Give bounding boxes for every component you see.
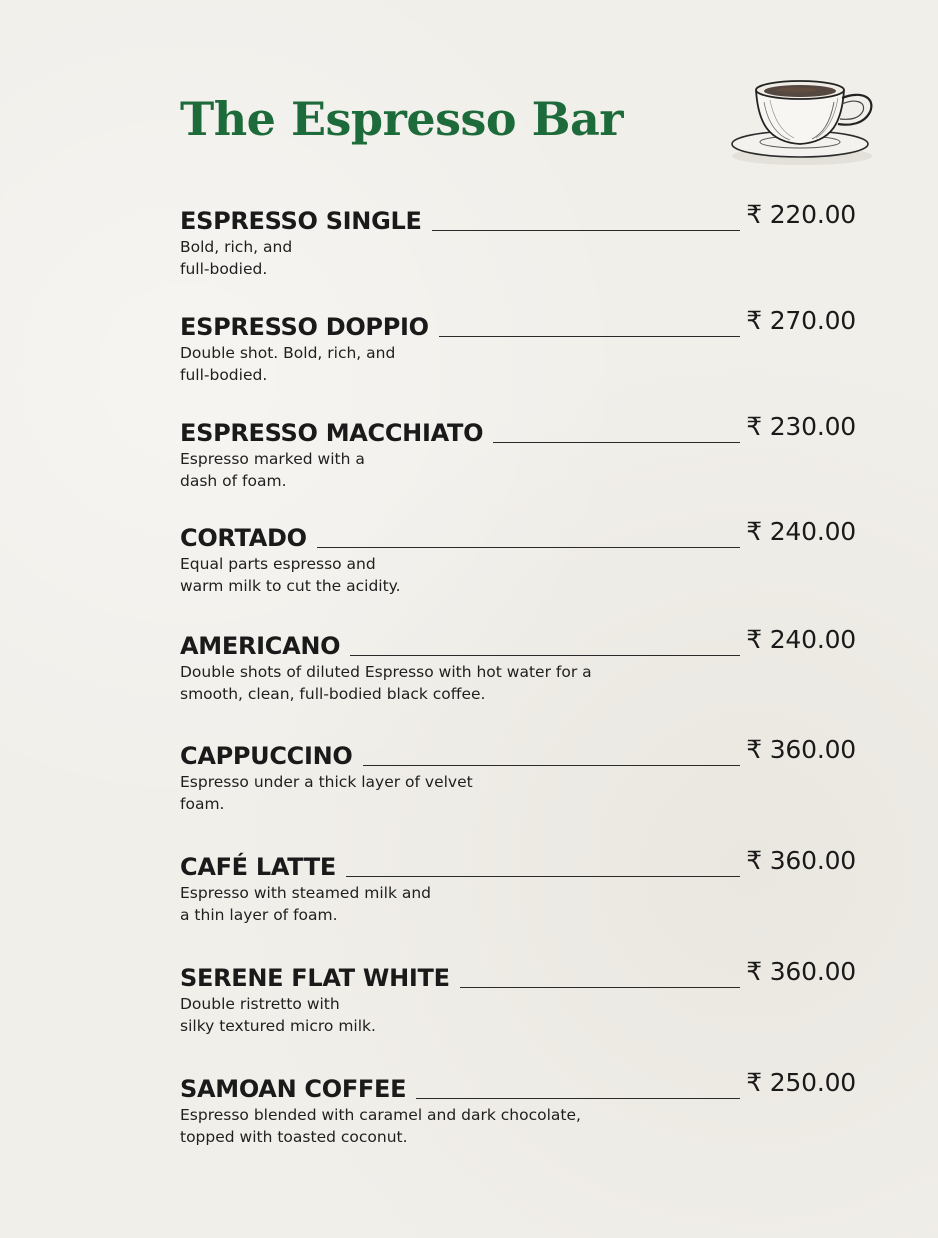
item-name: ESPRESSO SINGLE (180, 207, 422, 235)
description-line: Espresso blended with caramel and dark chocolate, (180, 1106, 581, 1124)
description-line: full-bodied. (180, 366, 268, 384)
item-price: ₹ 360.00 (746, 957, 856, 986)
item-price: ₹ 230.00 (746, 412, 856, 441)
item-description (180, 553, 856, 597)
description-line: Espresso marked with a (180, 450, 365, 468)
item-price: ₹ 360.00 (746, 846, 856, 875)
item-description (180, 448, 856, 492)
item-price: ₹ 240.00 (746, 517, 856, 546)
menu-item-espresso-single (180, 200, 856, 280)
description-line: Bold, rich, and (180, 238, 293, 256)
leader-line (350, 655, 740, 656)
leader-line (460, 987, 741, 988)
menu-item-cafe-latte (180, 846, 856, 926)
description-line: topped with toasted coconut. (180, 1128, 408, 1146)
menu-item-cappuccino (180, 735, 856, 815)
description-line: a thin layer of foam. (180, 906, 338, 924)
menu-item-cortado (180, 517, 856, 597)
item-name: CORTADO (180, 524, 307, 552)
item-description (180, 993, 856, 1037)
coffee-cup-sketch-icon (728, 72, 880, 172)
description-line: Double ristretto with (180, 995, 340, 1013)
description-line: silky textured micro milk. (180, 1017, 376, 1035)
description-line: full-bodied. (180, 260, 268, 278)
leader-line (432, 230, 741, 231)
leader-line (317, 547, 741, 548)
menu-item-samoan-coffee (180, 1068, 856, 1148)
leader-line (493, 442, 740, 443)
item-description (180, 1104, 856, 1148)
menu-item-espresso-doppio (180, 306, 856, 386)
item-name: ESPRESSO DOPPIO (180, 313, 429, 341)
description-line: foam. (180, 795, 225, 813)
leader-line (439, 336, 741, 337)
item-description (180, 342, 856, 386)
item-description (180, 236, 856, 280)
item-price: ₹ 220.00 (746, 200, 856, 229)
description-line: Espresso under a thick layer of velvet (180, 773, 473, 791)
menu-item-americano (180, 625, 856, 705)
description-line: smooth, clean, full-bodied black coffee. (180, 685, 486, 703)
item-description (180, 882, 856, 926)
item-name: CAPPUCCINO (180, 742, 353, 770)
item-price: ₹ 250.00 (746, 1068, 856, 1097)
leader-line (346, 876, 740, 877)
description-line: dash of foam. (180, 472, 287, 490)
description-line: warm milk to cut the acidity. (180, 577, 401, 595)
item-description (180, 661, 856, 705)
item-name: AMERICANO (180, 632, 341, 660)
item-price: ₹ 270.00 (746, 306, 856, 335)
item-price: ₹ 360.00 (746, 735, 856, 764)
description-line: Equal parts espresso and (180, 555, 376, 573)
description-line: Espresso with steamed milk and (180, 884, 432, 902)
description-line: Double shot. Bold, rich, and (180, 344, 396, 362)
item-description (180, 771, 856, 815)
page-title: The Espresso Bar (180, 92, 623, 146)
item-price: ₹ 240.00 (746, 625, 856, 654)
menu-item-espresso-macchiato (180, 412, 856, 492)
item-name: SAMOAN COFFEE (180, 1075, 407, 1103)
leader-line (363, 765, 741, 766)
description-line: Double shots of diluted Espresso with hot water for a (180, 663, 592, 681)
leader-line (416, 1098, 740, 1099)
item-name: SERENE FLAT WHITE (180, 964, 450, 992)
item-name: ESPRESSO MACCHIATO (180, 419, 484, 447)
item-name: CAFÉ LATTE (180, 853, 337, 881)
menu-item-serene-flat-white (180, 957, 856, 1037)
